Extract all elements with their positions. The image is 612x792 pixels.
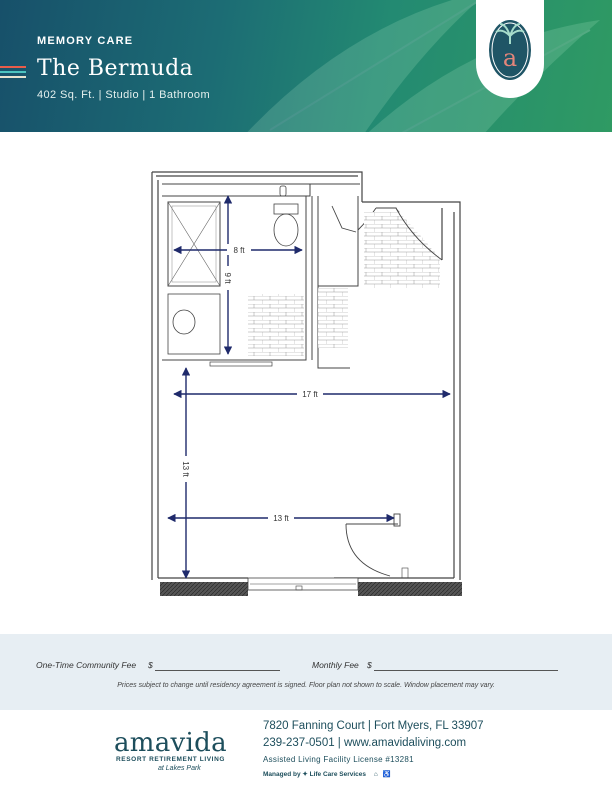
accent-stripes [0,66,26,81]
monthly-fee-field[interactable] [374,670,558,671]
brand-tagline: RESORT RETIREMENT LIVING [116,756,226,763]
fee-panel [0,634,612,710]
managed-by-text: Managed by ✦ Life Care Services [263,771,366,778]
sink-icon [173,310,195,334]
brand-logo: amavida [114,728,227,758]
brand-location: at Lakes Park [158,765,201,772]
contact-line[interactable]: 239-237-0501 | www.amavidaliving.com [263,737,467,749]
license-line: Assisted Living Facility License #13281 [263,755,414,764]
dim-label-room-depth: 13 ft [181,461,190,477]
amavida-logo-icon [476,0,544,98]
sink-counter [168,294,220,354]
badge-letter: a [502,44,518,72]
accessibility-icon: ♿ [382,771,391,778]
bathroom-floor-tile [248,294,304,356]
dim-label-room-width: 17 ft [302,390,318,399]
equal-housing-icon: ⌂ [373,771,378,778]
floorplan-specs: 402 Sq. Ft. | Studio | 1 Bathroom [37,89,211,101]
wall-section-left [160,582,248,596]
pricing-disclaimer: Prices subject to change until residency agreement is signed. Floor plan not shown to scale. Window placement may vary. [117,682,495,689]
floorplan-title: The Bermuda [37,56,194,81]
one-time-fee-label: One-Time Community Fee [36,660,137,670]
floor-plan [150,168,466,600]
dim-label-entry-width: 13 ft [273,514,289,523]
toilet-icon [274,186,298,246]
room-door [346,514,400,576]
address-line: 7820 Fanning Court | Fort Myers, FL 33907 [263,720,484,732]
one-time-fee-currency: $ [148,660,153,670]
monthly-fee-currency: $ [367,660,372,670]
dim-label-bath-width: 8 ft [233,246,245,255]
monthly-fee-label: Monthly Fee [312,660,359,670]
dim-label-bath-depth: 9 ft [223,272,232,284]
palm-leaf-decoration [230,0,610,132]
logo-badge [476,0,544,98]
wall-section-right [358,582,462,596]
managed-by-line [263,770,391,778]
one-time-fee-field[interactable] [155,670,280,671]
category-label: MEMORY CARE [37,35,134,47]
